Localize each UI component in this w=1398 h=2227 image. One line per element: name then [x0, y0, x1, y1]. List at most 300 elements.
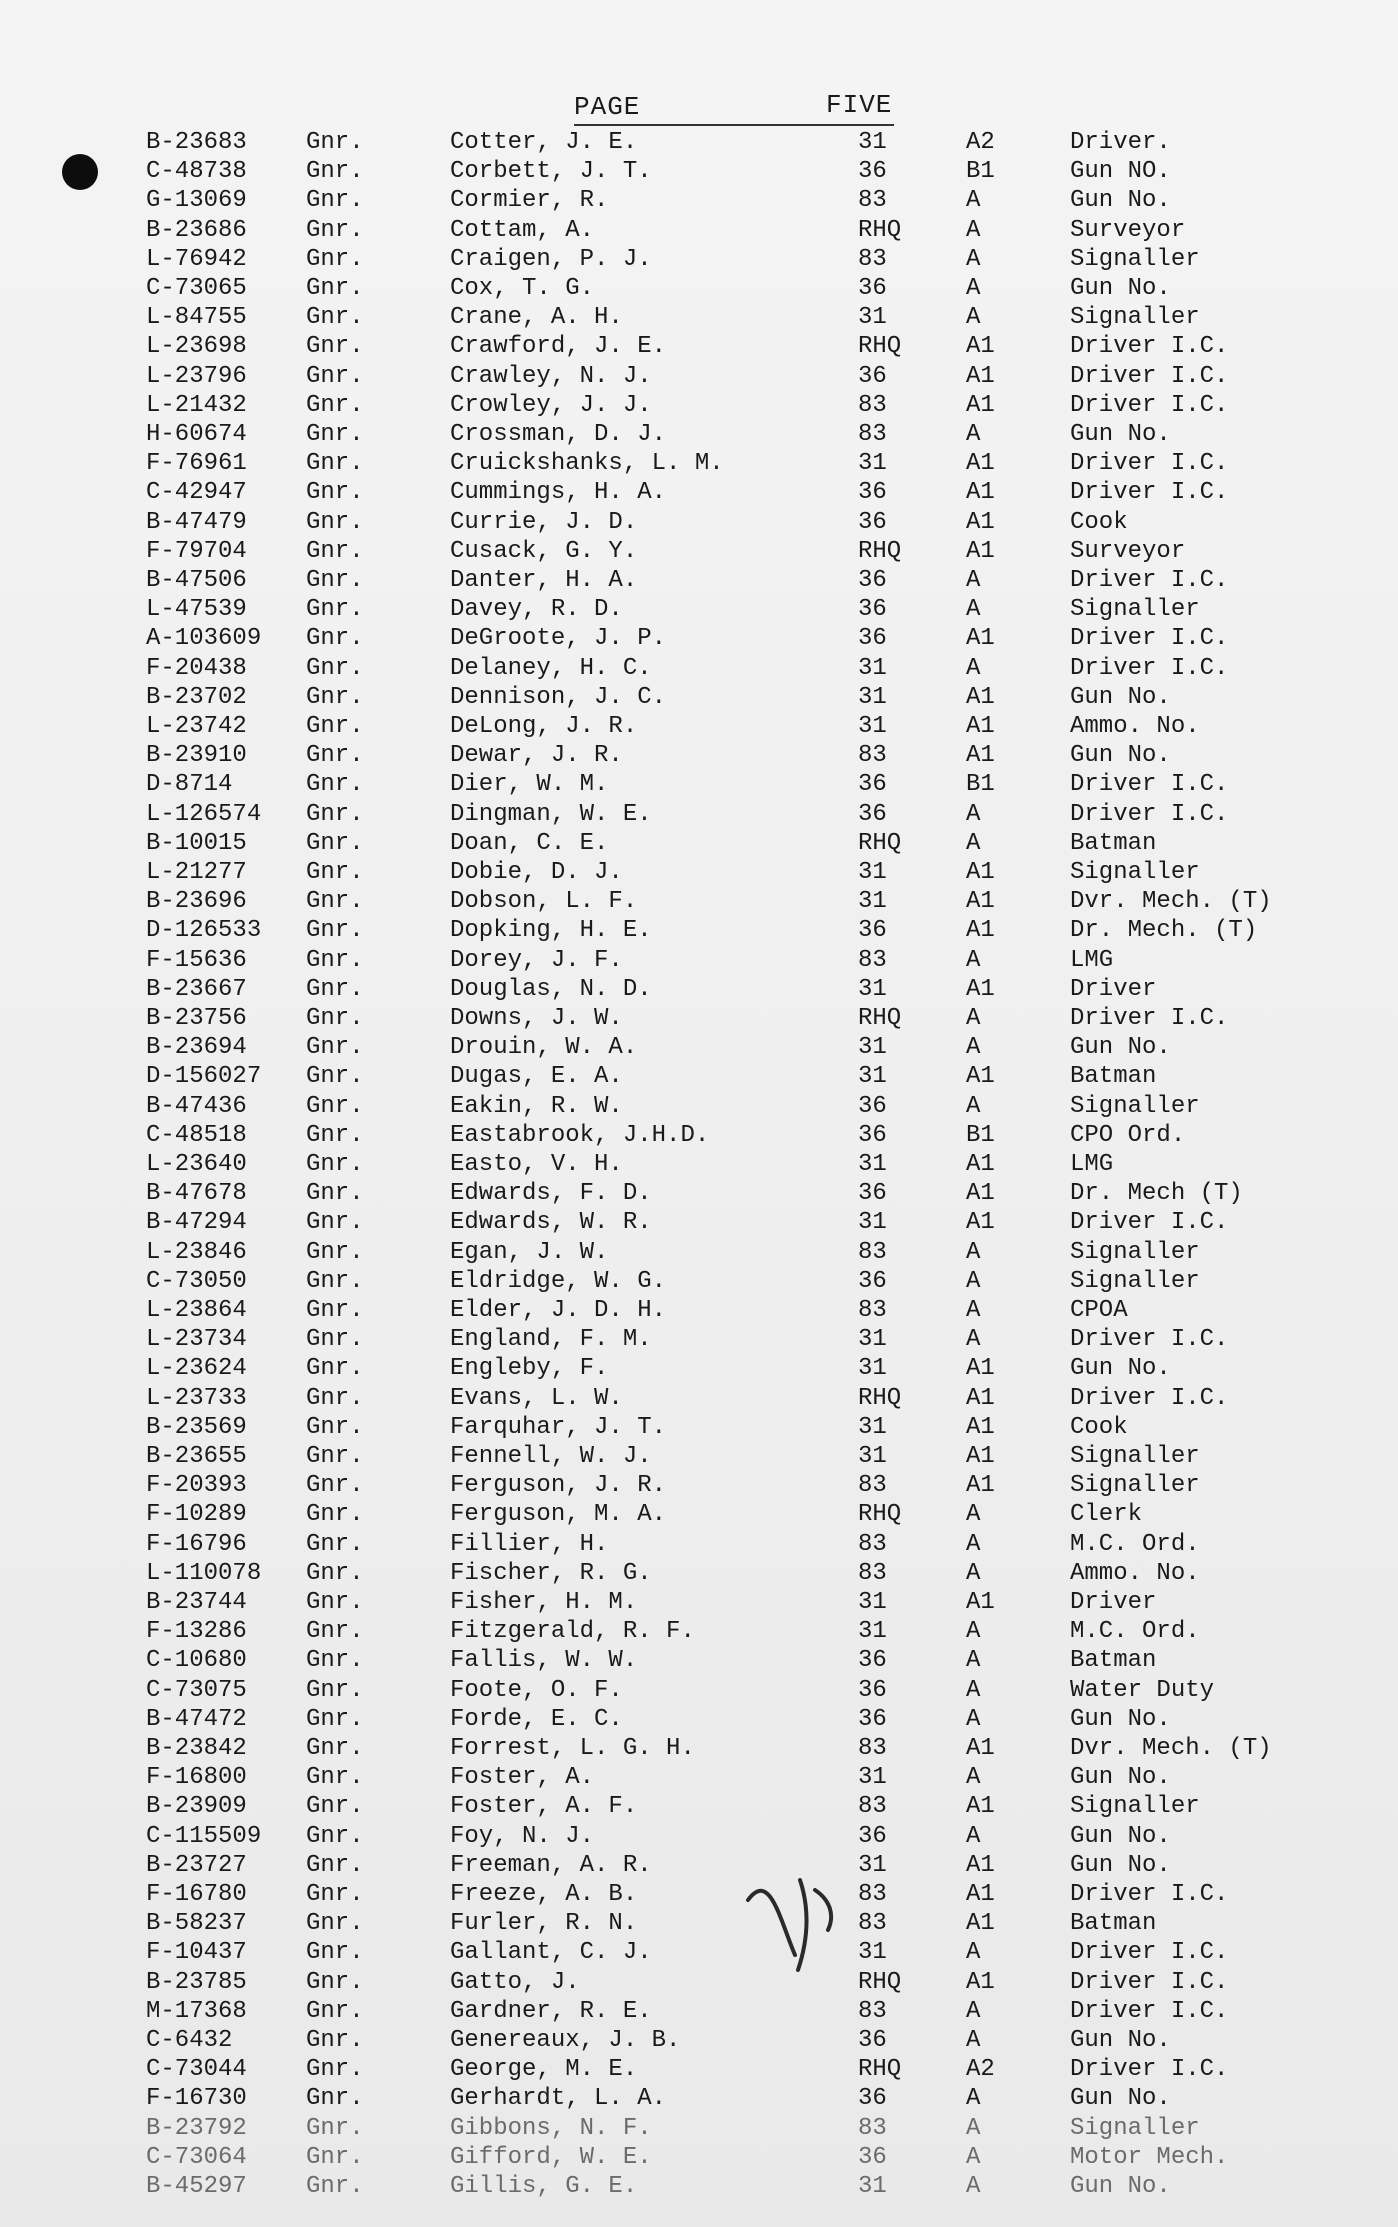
category: A1: [966, 1151, 995, 1178]
soldier-name: DeGroote, J. P.: [450, 625, 667, 653]
duty: Driver I.C.: [1070, 800, 1229, 828]
unit: 83: [858, 1238, 887, 1266]
duty: Gun No.: [1070, 1705, 1171, 1733]
unit: RHQ: [858, 1968, 902, 1996]
unit: 31: [858, 1326, 887, 1354]
unit: 31: [858, 683, 887, 711]
duty: Driver I.C.: [1070, 1939, 1229, 1967]
category: A: [966, 1559, 981, 1587]
service-number: D-156027: [146, 1063, 262, 1091]
service-number: B-23744: [146, 1589, 247, 1616]
rank: Gnr.: [306, 1968, 364, 1996]
soldier-name: Dier, W. M.: [450, 771, 609, 799]
service-number: F-20393: [146, 1472, 247, 1500]
rank: Gnr.: [306, 596, 364, 624]
category: A: [966, 216, 981, 244]
rank: Gnr.: [306, 771, 364, 799]
duty: Driver I.C.: [1070, 391, 1229, 419]
duty: Surveyor: [1070, 537, 1186, 565]
list-item: [0, 624, 1398, 653]
rank: Gnr.: [306, 1735, 364, 1762]
list-item: [0, 303, 1398, 332]
soldier-name: Evans, L. W.: [450, 1384, 623, 1412]
unit: 31: [858, 304, 887, 332]
list-item: [0, 420, 1398, 449]
soldier-name: Davey, R. D.: [450, 596, 623, 624]
duty: Batman: [1070, 1647, 1157, 1675]
rank: Gnr.: [306, 1472, 364, 1500]
duty: Gun No.: [1070, 421, 1171, 448]
list-item: [0, 1646, 1398, 1675]
rank: Gnr.: [306, 800, 364, 828]
list-item: [0, 1267, 1398, 1296]
category: A2: [966, 129, 995, 156]
service-number: D-8714: [146, 771, 233, 799]
category: A1: [966, 859, 995, 886]
duty: Gun No.: [1070, 187, 1171, 215]
unit: 83: [858, 187, 887, 215]
category: A1: [966, 1443, 995, 1470]
page-number: FIVE: [826, 90, 893, 120]
rank: Gnr.: [306, 1092, 364, 1120]
unit: 31: [858, 450, 887, 478]
rank: Gnr.: [306, 362, 364, 390]
soldier-name: Currie, J. D.: [450, 508, 638, 536]
list-item: [0, 1909, 1398, 1938]
soldier-name: Fillier, H.: [450, 1530, 609, 1558]
service-number: F-15636: [146, 946, 247, 974]
service-number: F-16780: [146, 1881, 247, 1908]
duty: Gun No.: [1070, 1851, 1171, 1879]
category: A: [966, 829, 981, 857]
duty: CPOA: [1070, 1297, 1128, 1324]
unit: RHQ: [858, 216, 902, 244]
duty: Gun No.: [1070, 2173, 1171, 2200]
list-item: [0, 128, 1398, 157]
duty: Gun No.: [1070, 1034, 1171, 1062]
category: A: [966, 1501, 981, 1529]
duty: Driver I.C.: [1070, 1997, 1229, 2025]
unit: 31: [858, 2173, 887, 2200]
service-number: L-76942: [146, 245, 247, 273]
duty: Driver I.C.: [1070, 1005, 1229, 1032]
list-item: [0, 946, 1398, 975]
list-item: [0, 566, 1398, 595]
duty: Cook: [1070, 508, 1128, 536]
category: A1: [966, 537, 995, 565]
service-number: C-73050: [146, 1267, 247, 1295]
service-number: B-23655: [146, 1443, 247, 1470]
unit: 36: [858, 596, 887, 624]
soldier-name: Gatto, J.: [450, 1968, 580, 1996]
list-item: [0, 654, 1398, 683]
service-number: C-73075: [146, 1676, 247, 1704]
service-number: F-13286: [146, 1618, 247, 1646]
duty: Driver I.C.: [1070, 2056, 1229, 2084]
category: A: [966, 2173, 981, 2200]
duty: Dvr. Mech. (T): [1070, 888, 1272, 916]
list-item: [0, 1851, 1398, 1880]
category: A: [966, 421, 981, 448]
list-item: [0, 449, 1398, 478]
rank: Gnr.: [306, 2056, 364, 2084]
service-number: L-47539: [146, 596, 247, 624]
service-number: L-23864: [146, 1297, 247, 1324]
duty: Driver I.C.: [1070, 362, 1229, 390]
duty: Surveyor: [1070, 216, 1186, 244]
category: A: [966, 1326, 981, 1354]
rank: Gnr.: [306, 1764, 364, 1792]
rank: Gnr.: [306, 1297, 364, 1324]
category: A: [966, 1764, 981, 1792]
duty: Signaller: [1070, 1092, 1200, 1120]
duty: Gun No.: [1070, 1822, 1171, 1850]
unit: 31: [858, 1618, 887, 1646]
soldier-name: Edwards, W. R.: [450, 1209, 652, 1237]
service-number: L-23640: [146, 1151, 247, 1178]
category: A1: [966, 450, 995, 478]
rank: Gnr.: [306, 421, 364, 448]
soldier-name: Dopking, H. E.: [450, 917, 652, 945]
soldier-name: Cotter, J. E.: [450, 129, 638, 156]
soldier-name: Ferguson, M. A.: [450, 1501, 667, 1529]
service-number: L-110078: [146, 1559, 262, 1587]
duty: Signaller: [1070, 596, 1200, 624]
unit: 31: [858, 1209, 887, 1237]
service-number: G-13069: [146, 187, 247, 215]
list-item: [0, 975, 1398, 1004]
service-number: B-47506: [146, 567, 247, 594]
service-number: B-47678: [146, 1180, 247, 1208]
category: A1: [966, 1589, 995, 1616]
duty: Driver: [1070, 975, 1157, 1003]
service-number: L-23734: [146, 1326, 247, 1354]
unit: 83: [858, 1472, 887, 1500]
duty: Dr. Mech. (T): [1070, 917, 1258, 945]
soldier-name: Crawley, N. J.: [450, 362, 652, 390]
soldier-name: Gibbons, N. F.: [450, 2114, 652, 2142]
duty: Gun No.: [1070, 275, 1171, 302]
rank: Gnr.: [306, 1793, 364, 1821]
category: B1: [966, 158, 995, 186]
rank: Gnr.: [306, 2114, 364, 2142]
unit: 36: [858, 800, 887, 828]
service-number: H-60674: [146, 421, 247, 448]
category: A: [966, 2085, 981, 2113]
rank: Gnr.: [306, 1822, 364, 1850]
list-item: [0, 1968, 1398, 1997]
rank: Gnr.: [306, 1559, 364, 1587]
unit: RHQ: [858, 1005, 902, 1032]
category: A: [966, 1297, 981, 1324]
category: A: [966, 1530, 981, 1558]
list-item: [0, 1384, 1398, 1413]
soldier-name: Gardner, R. E.: [450, 1997, 652, 2025]
soldier-name: Edwards, F. D.: [450, 1180, 652, 1208]
duty: Driver I.C.: [1070, 1209, 1229, 1237]
unit: 36: [858, 771, 887, 799]
duty: Signaller: [1070, 1472, 1200, 1500]
category: A: [966, 2027, 981, 2054]
list-item: [0, 537, 1398, 566]
rank: Gnr.: [306, 391, 364, 419]
list-item: [0, 1150, 1398, 1179]
rank: Gnr.: [306, 2027, 364, 2054]
list-item: [0, 1763, 1398, 1792]
category: A1: [966, 391, 995, 419]
list-item: [0, 1238, 1398, 1267]
list-item: [0, 274, 1398, 303]
category: A1: [966, 625, 995, 653]
list-item: [0, 2026, 1398, 2055]
unit: 36: [858, 1647, 887, 1675]
duty: Driver I.C.: [1070, 450, 1229, 478]
service-number: M-17368: [146, 1997, 247, 2025]
list-item: [0, 1325, 1398, 1354]
soldier-name: Delaney, H. C.: [450, 654, 652, 682]
unit: 36: [858, 1092, 887, 1120]
service-number: C-73065: [146, 275, 247, 302]
soldier-name: Forrest, L. G. H.: [450, 1735, 695, 1762]
service-number: B-23756: [146, 1005, 247, 1032]
category: A: [966, 1997, 981, 2025]
unit: 36: [858, 567, 887, 594]
category: A: [966, 1267, 981, 1295]
duty: Signaller: [1070, 2114, 1200, 2142]
soldier-name: George, M. E.: [450, 2056, 638, 2084]
category: B1: [966, 771, 995, 799]
service-number: B-10015: [146, 829, 247, 857]
soldier-name: Dorey, J. F.: [450, 946, 623, 974]
service-number: L-23733: [146, 1384, 247, 1412]
unit: 36: [858, 917, 887, 945]
category: A: [966, 245, 981, 273]
rank: Gnr.: [306, 245, 364, 273]
rank: Gnr.: [306, 2143, 364, 2171]
unit: 31: [858, 859, 887, 886]
unit: 31: [858, 1851, 887, 1879]
rank: Gnr.: [306, 1501, 364, 1529]
category: B1: [966, 1121, 995, 1149]
unit: 36: [858, 479, 887, 507]
rank: Gnr.: [306, 1618, 364, 1646]
soldier-name: Crowley, J. J.: [450, 391, 652, 419]
unit: 36: [858, 1267, 887, 1295]
unit: 36: [858, 2027, 887, 2054]
duty: Signaller: [1070, 1793, 1200, 1821]
service-number: B-47294: [146, 1209, 247, 1237]
unit: 31: [858, 1589, 887, 1616]
duty: Dr. Mech (T): [1070, 1180, 1243, 1208]
service-number: B-45297: [146, 2173, 247, 2200]
duty: Driver.: [1070, 129, 1171, 156]
category: A: [966, 567, 981, 594]
rank: Gnr.: [306, 829, 364, 857]
rank: Gnr.: [306, 1063, 364, 1091]
category: A1: [966, 975, 995, 1003]
service-number: C-6432: [146, 2027, 233, 2054]
rank: Gnr.: [306, 1881, 364, 1908]
soldier-name: Dingman, W. E.: [450, 800, 652, 828]
service-number: C-48738: [146, 158, 247, 186]
soldier-name: Dewar, J. R.: [450, 742, 623, 770]
category: A1: [966, 1472, 995, 1500]
list-item: [0, 186, 1398, 215]
rank: Gnr.: [306, 1997, 364, 2025]
category: A1: [966, 1851, 995, 1879]
rank: Gnr.: [306, 1443, 364, 1470]
rank: Gnr.: [306, 1910, 364, 1938]
unit: 36: [858, 1822, 887, 1850]
duty: LMG: [1070, 946, 1114, 974]
service-number: C-73064: [146, 2143, 247, 2171]
service-number: B-47472: [146, 1705, 247, 1733]
service-number: C-42947: [146, 479, 247, 507]
unit: 31: [858, 888, 887, 916]
category: A1: [966, 1793, 995, 1821]
duty: Ammo. No.: [1070, 1559, 1200, 1587]
category: A: [966, 1705, 981, 1733]
duty: Gun No.: [1070, 742, 1171, 770]
unit: 83: [858, 1881, 887, 1908]
unit: 36: [858, 1121, 887, 1149]
soldier-name: Foster, A.: [450, 1764, 595, 1792]
category: A: [966, 1034, 981, 1062]
duty: Driver I.C.: [1070, 567, 1229, 594]
duty: Driver I.C.: [1070, 1326, 1229, 1354]
service-number: B-47436: [146, 1092, 247, 1120]
unit: RHQ: [858, 1501, 902, 1529]
category: A: [966, 1618, 981, 1646]
soldier-name: Gifford, W. E.: [450, 2143, 652, 2171]
unit: 36: [858, 508, 887, 536]
category: A1: [966, 1910, 995, 1938]
list-item: [0, 712, 1398, 741]
list-item: [0, 1004, 1398, 1033]
service-number: L-21277: [146, 859, 247, 886]
service-number: L-23624: [146, 1355, 247, 1383]
service-number: L-23742: [146, 713, 247, 740]
service-number: A-103609: [146, 625, 262, 653]
unit: 83: [858, 421, 887, 448]
rank: Gnr.: [306, 1705, 364, 1733]
category: A1: [966, 1355, 995, 1383]
rank: Gnr.: [306, 479, 364, 507]
soldier-name: Genereaux, J. B.: [450, 2027, 681, 2054]
rank: Gnr.: [306, 1326, 364, 1354]
rank: Gnr.: [306, 567, 364, 594]
unit: 31: [858, 975, 887, 1003]
unit: 83: [858, 1735, 887, 1762]
list-item: [0, 770, 1398, 799]
duty: Driver I.C.: [1070, 625, 1229, 653]
duty: Signaller: [1070, 1238, 1200, 1266]
soldier-name: Crossman, D. J.: [450, 421, 667, 448]
category: A1: [966, 479, 995, 507]
unit: 31: [858, 129, 887, 156]
list-item: [0, 1822, 1398, 1851]
rank: Gnr.: [306, 508, 364, 536]
category: A1: [966, 742, 995, 770]
duty: Gun No.: [1070, 1355, 1171, 1383]
category: A1: [966, 713, 995, 740]
duty: Signaller: [1070, 859, 1200, 886]
list-item: [0, 1092, 1398, 1121]
soldier-name: Eakin, R. W.: [450, 1092, 623, 1120]
list-item: [0, 858, 1398, 887]
rank: Gnr.: [306, 975, 364, 1003]
rank: Gnr.: [306, 333, 364, 361]
list-item: [0, 216, 1398, 245]
service-number: B-23686: [146, 216, 247, 244]
soldier-name: Cummings, H. A.: [450, 479, 667, 507]
unit: 83: [858, 742, 887, 770]
list-item: [0, 1792, 1398, 1821]
category: A1: [966, 1063, 995, 1091]
unit: 83: [858, 1910, 887, 1938]
rank: Gnr.: [306, 946, 364, 974]
soldier-name: Engleby, F.: [450, 1355, 609, 1383]
unit: 31: [858, 1034, 887, 1062]
rank: Gnr.: [306, 1939, 364, 1967]
category: A: [966, 1676, 981, 1704]
service-number: B-23696: [146, 888, 247, 916]
category: A1: [966, 333, 995, 361]
service-number: L-84755: [146, 304, 247, 332]
unit: 83: [858, 1793, 887, 1821]
duty: Driver I.C.: [1070, 771, 1229, 799]
rank: Gnr.: [306, 888, 364, 916]
rank: Gnr.: [306, 216, 364, 244]
soldier-name: Furler, R. N.: [450, 1910, 638, 1938]
rank: Gnr.: [306, 1238, 364, 1266]
soldier-name: Foote, O. F.: [450, 1676, 623, 1704]
rank: Gnr.: [306, 1355, 364, 1383]
category: A1: [966, 917, 995, 945]
unit: RHQ: [858, 333, 902, 361]
service-number: F-16800: [146, 1764, 247, 1792]
list-item: [0, 391, 1398, 420]
category: A1: [966, 1735, 995, 1762]
soldier-name: Cusack, G. Y.: [450, 537, 638, 565]
category: A: [966, 1238, 981, 1266]
unit: 36: [858, 1705, 887, 1733]
duty: Signaller: [1070, 1267, 1200, 1295]
service-number: C-48518: [146, 1121, 247, 1149]
service-number: B-23683: [146, 129, 247, 156]
service-number: F-76961: [146, 450, 247, 478]
unit: 36: [858, 625, 887, 653]
soldier-name: England, F. M.: [450, 1326, 652, 1354]
unit: 36: [858, 158, 887, 186]
service-number: B-23909: [146, 1793, 247, 1821]
soldier-name: Freeze, A. B.: [450, 1881, 638, 1908]
duty: Dvr. Mech. (T): [1070, 1735, 1272, 1762]
rank: Gnr.: [306, 158, 364, 186]
soldier-name: Gerhardt, L. A.: [450, 2085, 667, 2113]
handwritten-mark: [740, 1860, 850, 1980]
category: A1: [966, 1209, 995, 1237]
list-item: [0, 800, 1398, 829]
category: A1: [966, 1413, 995, 1441]
unit: 31: [858, 1443, 887, 1470]
service-number: B-23792: [146, 2114, 247, 2142]
rank: Gnr.: [306, 2173, 364, 2200]
unit: 36: [858, 2085, 887, 2113]
list-item: [0, 1442, 1398, 1471]
duty: Gun No.: [1070, 683, 1171, 711]
unit: 83: [858, 946, 887, 974]
